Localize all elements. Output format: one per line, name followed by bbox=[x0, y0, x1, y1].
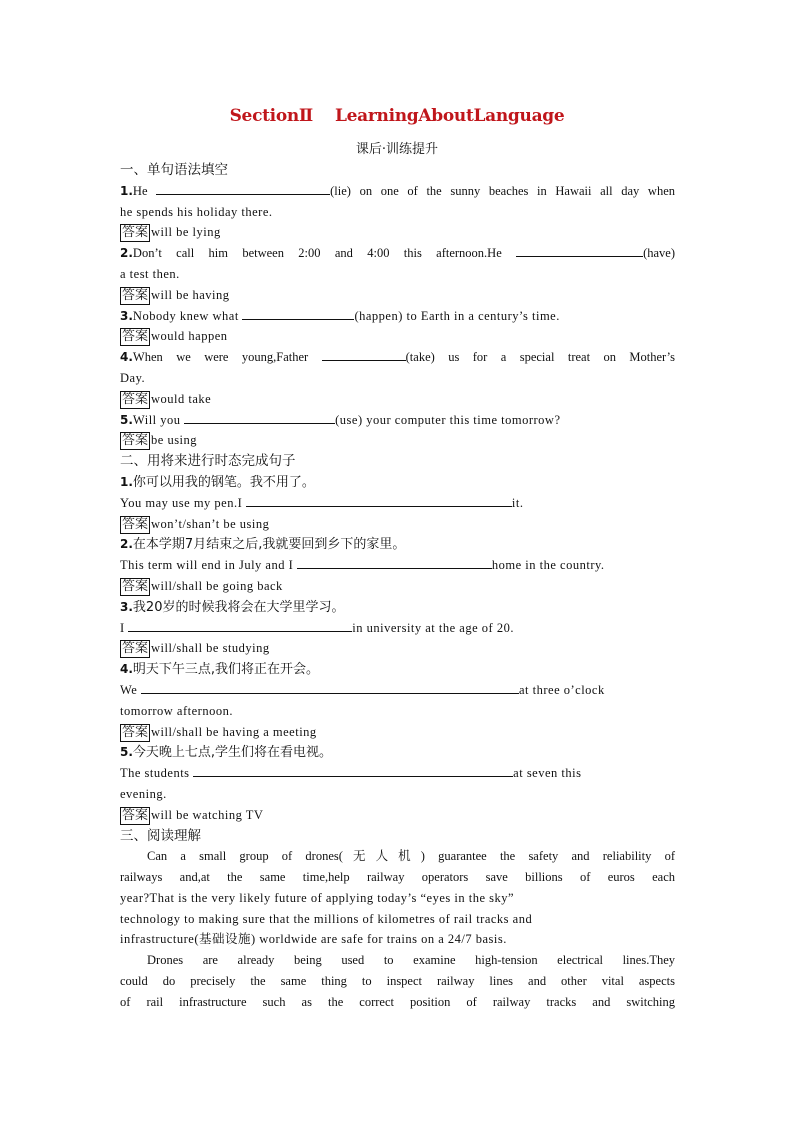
document-line bbox=[120, 909, 675, 930]
answer-label: 答案 bbox=[122, 578, 149, 594]
document-line bbox=[120, 763, 675, 784]
title-topic: LearningAboutLanguage bbox=[334, 106, 565, 126]
document-line bbox=[120, 347, 675, 368]
chinese-prompt bbox=[120, 742, 675, 763]
answer-text: will be having bbox=[151, 287, 230, 302]
answer-text: will/shall be having a meeting bbox=[151, 724, 317, 739]
question-number: 5. bbox=[120, 412, 133, 427]
answer-text: would happen bbox=[151, 329, 228, 344]
page-title bbox=[0, 106, 794, 126]
answer-text: will/shall be studying bbox=[151, 641, 270, 656]
question-number: 5. bbox=[120, 745, 133, 760]
line-text: of rail infrastructure such as the correct position of railway tracks and switching bbox=[120, 994, 675, 1009]
document-line bbox=[120, 950, 675, 971]
question-number: 3. bbox=[120, 599, 133, 614]
section-heading: 二、用将来进行时态完成句子 bbox=[120, 453, 296, 470]
line-text: Day. bbox=[120, 370, 146, 385]
line-text: He bbox=[132, 183, 157, 198]
line-text: evening. bbox=[120, 786, 167, 801]
line-text: year?That is the very likely future of applying today’s “eyes in the sky” bbox=[120, 890, 515, 905]
line-text: home in the country. bbox=[491, 558, 605, 573]
document-line bbox=[120, 493, 675, 514]
prompt-text: 今天晚上七点,学生们将在看电视。 bbox=[132, 745, 333, 761]
answer-label: 答案 bbox=[122, 807, 149, 823]
answer-label: 答案 bbox=[122, 287, 149, 303]
answer-label: 答案 bbox=[122, 391, 149, 407]
question-number: 1. bbox=[120, 183, 133, 198]
question-number: 4. bbox=[120, 350, 133, 365]
answer-line bbox=[120, 389, 675, 410]
prompt-text: 我20岁的时候我将会在大学里学习。 bbox=[132, 599, 345, 615]
answer-line bbox=[120, 430, 675, 451]
line-text: tomorrow afternoon. bbox=[120, 703, 233, 718]
question-number: 2. bbox=[120, 246, 133, 261]
prompt-text: 在本学期7月结束之后,我就要回到乡下的家里。 bbox=[132, 537, 406, 553]
answer-label: 答案 bbox=[122, 641, 149, 657]
line-text: Will you bbox=[132, 412, 185, 427]
answer-text: would take bbox=[151, 391, 212, 406]
answer-line bbox=[120, 285, 675, 306]
document-line bbox=[120, 618, 675, 639]
prompt-text: 明天下午三点,我们将正在开会。 bbox=[132, 662, 320, 678]
document-line bbox=[120, 306, 675, 327]
document-line bbox=[120, 410, 675, 431]
answer-label: 答案 bbox=[122, 433, 149, 449]
question-number: 2. bbox=[120, 537, 133, 552]
line-text: Nobody knew what bbox=[132, 308, 243, 323]
answer-label: 答案 bbox=[122, 329, 149, 345]
line-text: Don’t call him between 2:00 and 4:00 this afternoon.He bbox=[132, 246, 517, 261]
page-subtitle: 课后·训练提升 bbox=[355, 142, 439, 157]
document-line bbox=[120, 555, 675, 576]
line-text: in university at the age of 20. bbox=[352, 620, 514, 635]
document-line bbox=[120, 701, 675, 722]
line-text: he spends his holiday there. bbox=[120, 204, 273, 219]
document-line bbox=[120, 264, 675, 285]
answer-blank[interactable] bbox=[156, 181, 330, 195]
line-text: (lie) on one of the sunny beaches in Hawaii all day when bbox=[330, 183, 675, 198]
document-line bbox=[120, 888, 675, 909]
answer-line bbox=[120, 576, 675, 597]
answer-blank[interactable] bbox=[516, 243, 643, 257]
line-text: infrastructure(基础设施) worldwide are safe for trains on a 24/7 basis. bbox=[120, 932, 507, 947]
chinese-prompt bbox=[120, 597, 675, 618]
chinese-prompt bbox=[120, 534, 675, 555]
answer-line bbox=[120, 638, 675, 659]
answer-blank[interactable] bbox=[193, 763, 513, 777]
line-text: I bbox=[120, 620, 129, 635]
answer-blank[interactable] bbox=[242, 306, 354, 320]
answer-label: 答案 bbox=[122, 724, 149, 740]
prompt-text: 你可以用我的钢笔。我不用了。 bbox=[132, 474, 315, 490]
line-text: Drones are already being used to examine high-tension electrical lines.They bbox=[147, 953, 675, 968]
answer-line bbox=[120, 514, 675, 535]
line-text: it. bbox=[511, 495, 524, 510]
question-number: 3. bbox=[120, 308, 133, 323]
document-line bbox=[120, 867, 675, 888]
line-text: (take) us for a special treat on Mother’s bbox=[405, 350, 675, 365]
line-text: (use) your computer this time tomorrow? bbox=[335, 412, 561, 427]
answer-text: won’t/shan’t be using bbox=[151, 516, 270, 531]
answer-text: will be watching TV bbox=[151, 807, 264, 822]
document-line bbox=[120, 680, 675, 701]
line-text: You may use my pen.I bbox=[120, 495, 246, 510]
line-text: When we were young,Father bbox=[132, 350, 322, 365]
answer-blank[interactable] bbox=[246, 493, 512, 507]
section-heading: 三、阅读理解 bbox=[120, 827, 201, 844]
document-line bbox=[120, 243, 675, 264]
line-text: technology to making sure that the millions of kilometres of rail tracks and bbox=[120, 911, 533, 926]
line-text: (have) bbox=[643, 246, 675, 261]
document-line bbox=[120, 181, 675, 202]
line-text: a test then. bbox=[120, 266, 180, 281]
answer-label: 答案 bbox=[122, 516, 149, 532]
chinese-prompt bbox=[120, 472, 675, 493]
line-text: Can a small group of drones(无人机) guarantee the safety and reliability of bbox=[147, 849, 675, 864]
line-text: at three o’clock bbox=[518, 682, 605, 697]
document-line bbox=[120, 784, 675, 805]
question-number: 1. bbox=[120, 474, 133, 489]
document-line bbox=[120, 368, 675, 389]
section-heading: 一、单句语法填空 bbox=[120, 162, 228, 178]
document-line bbox=[120, 971, 675, 992]
answer-text: be using bbox=[151, 433, 198, 448]
answer-line bbox=[120, 326, 675, 347]
document-line bbox=[120, 846, 675, 867]
line-text: (happen) to Earth in a century’s time. bbox=[354, 308, 560, 323]
line-text: railways and,at the same time,help railway operators save billions of euros each bbox=[120, 870, 675, 885]
answer-blank[interactable] bbox=[184, 410, 335, 424]
line-text: We bbox=[120, 682, 141, 697]
title-section: SectionⅡ bbox=[229, 106, 313, 126]
line-text: The students bbox=[120, 766, 194, 781]
answer-blank[interactable] bbox=[128, 618, 352, 632]
answer-blank[interactable] bbox=[297, 555, 492, 569]
document-line bbox=[120, 992, 675, 1013]
document-body bbox=[120, 160, 675, 1013]
document-line bbox=[120, 202, 675, 223]
answer-line bbox=[120, 805, 675, 826]
answer-text: will/shall be going back bbox=[151, 578, 283, 593]
answer-blank[interactable] bbox=[322, 347, 406, 361]
document-line bbox=[120, 929, 675, 950]
answer-text: will be lying bbox=[151, 225, 221, 240]
line-text: could do precisely the same thing to inspect railway lines and other vital aspects bbox=[120, 974, 675, 989]
line-text: This term will end in July and I bbox=[120, 558, 297, 573]
answer-line bbox=[120, 722, 675, 743]
chinese-prompt bbox=[120, 659, 675, 680]
answer-label: 答案 bbox=[122, 225, 149, 241]
answer-blank[interactable] bbox=[141, 680, 519, 694]
line-text: at seven this bbox=[513, 766, 582, 781]
answer-line bbox=[120, 222, 675, 243]
question-number: 4. bbox=[120, 662, 133, 677]
